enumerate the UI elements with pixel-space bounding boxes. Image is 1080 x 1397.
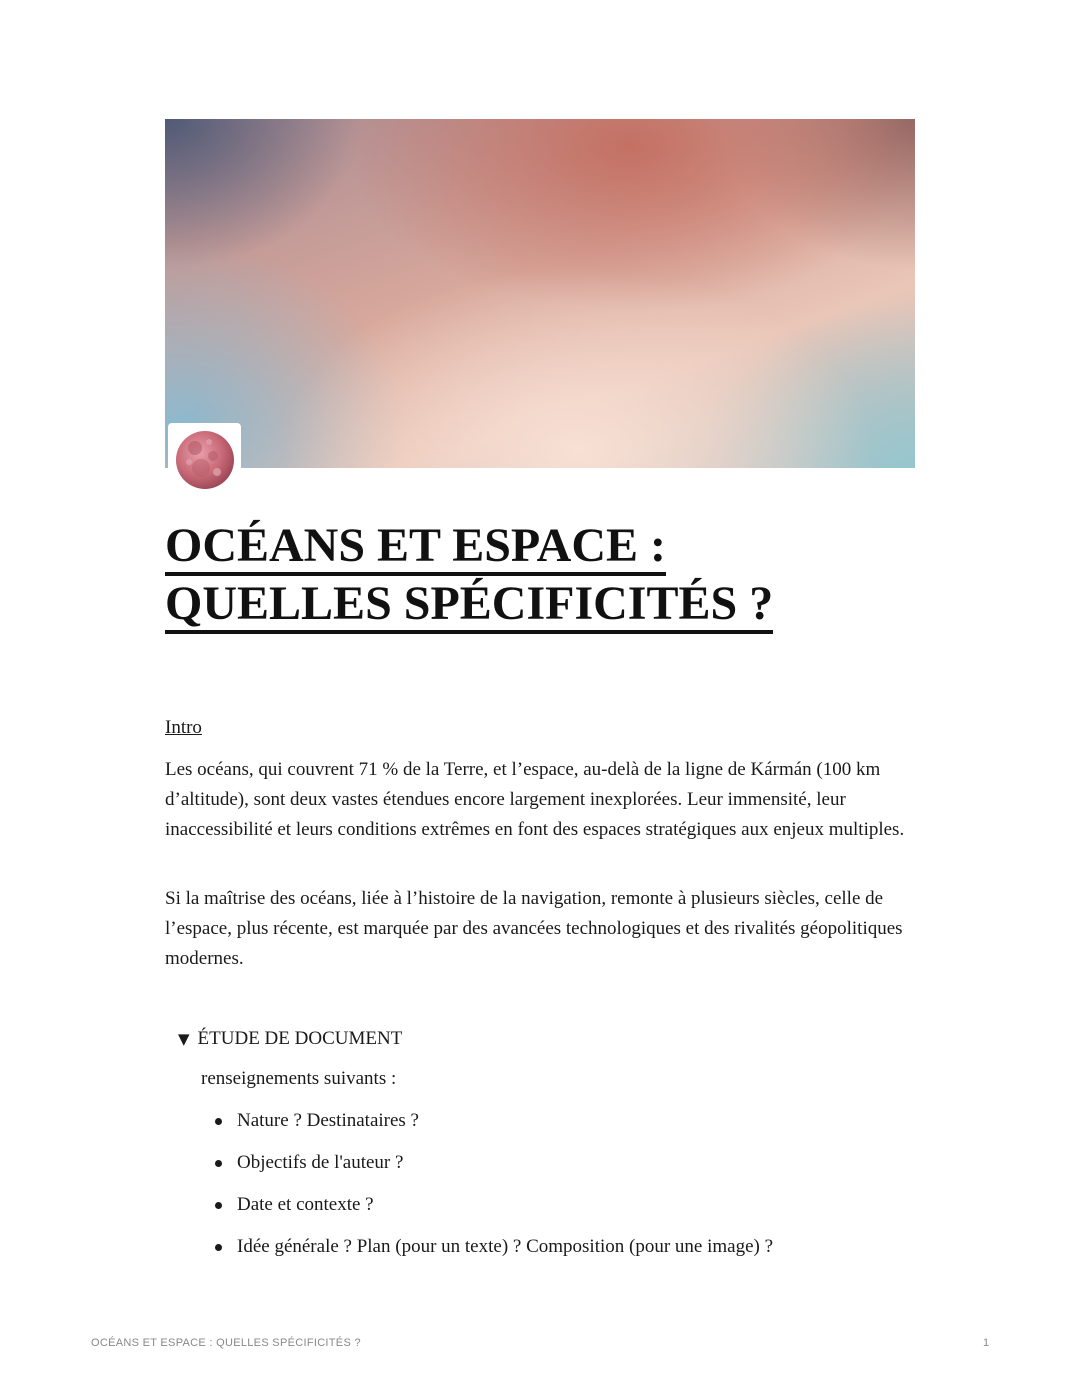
- footer-page-number: 1: [983, 1337, 990, 1349]
- bullet-icon: [215, 1244, 222, 1251]
- intro-label: Intro: [165, 717, 202, 738]
- page-title: [165, 517, 925, 633]
- list-item: [201, 1191, 773, 1233]
- list-item: [201, 1149, 773, 1191]
- toggle-etude-de-document[interactable]: [178, 1025, 402, 1053]
- list-item: [201, 1233, 773, 1275]
- cover-image: [165, 119, 915, 468]
- bullet-icon: [215, 1202, 222, 1209]
- list-item-text: Objectifs de l'auteur ?: [237, 1152, 404, 1173]
- bullet-icon: [215, 1118, 222, 1125]
- page-title-line-1: OCÉANS ET ESPACE :: [165, 519, 666, 576]
- footer-title: OCÉANS ET ESPACE : QUELLES SPÉCIFICITÉS ?: [91, 1337, 361, 1349]
- page-title-line-2: QUELLES SPÉCIFICITÉS ?: [165, 577, 773, 634]
- bullet-icon: [215, 1160, 222, 1167]
- triangle-down-icon[interactable]: ▼: [178, 1030, 190, 1048]
- list-item: [201, 1107, 773, 1149]
- toggle-sublabel: renseignements suivants :: [201, 1068, 397, 1089]
- list-item-text: Nature ? Destinataires ?: [237, 1110, 419, 1131]
- toggle-label: ÉTUDE DE DOCUMENT: [197, 1028, 403, 1049]
- list-item-text: Idée générale ? Plan (pour un texte) ? Composition (pour une image) ?: [237, 1236, 774, 1257]
- moon-icon[interactable]: [168, 423, 241, 496]
- intro-paragraph-1: Les océans, qui couvrent 71 % de la Terre, et l’espace, au-delà de la ligne de Kármán (100 km d’altitude), sont deux vastes étendues encore largement inexplorées. Leur immensité, leur inaccessibilité et leurs conditions extrêmes en font des espaces stratégiques aux enjeux multiples.: [165, 759, 905, 840]
- intro-paragraph-2: Si la maîtrise des océans, liée à l’histoire de la navigation, remonte à plusieurs siècles, celle de l’espace, plus récente, est marquée par des avancées technologiques et des rivalités géopolitiques modernes.: [165, 888, 903, 969]
- bullet-list: [201, 1107, 773, 1275]
- list-item-text: Date et contexte ?: [237, 1194, 374, 1215]
